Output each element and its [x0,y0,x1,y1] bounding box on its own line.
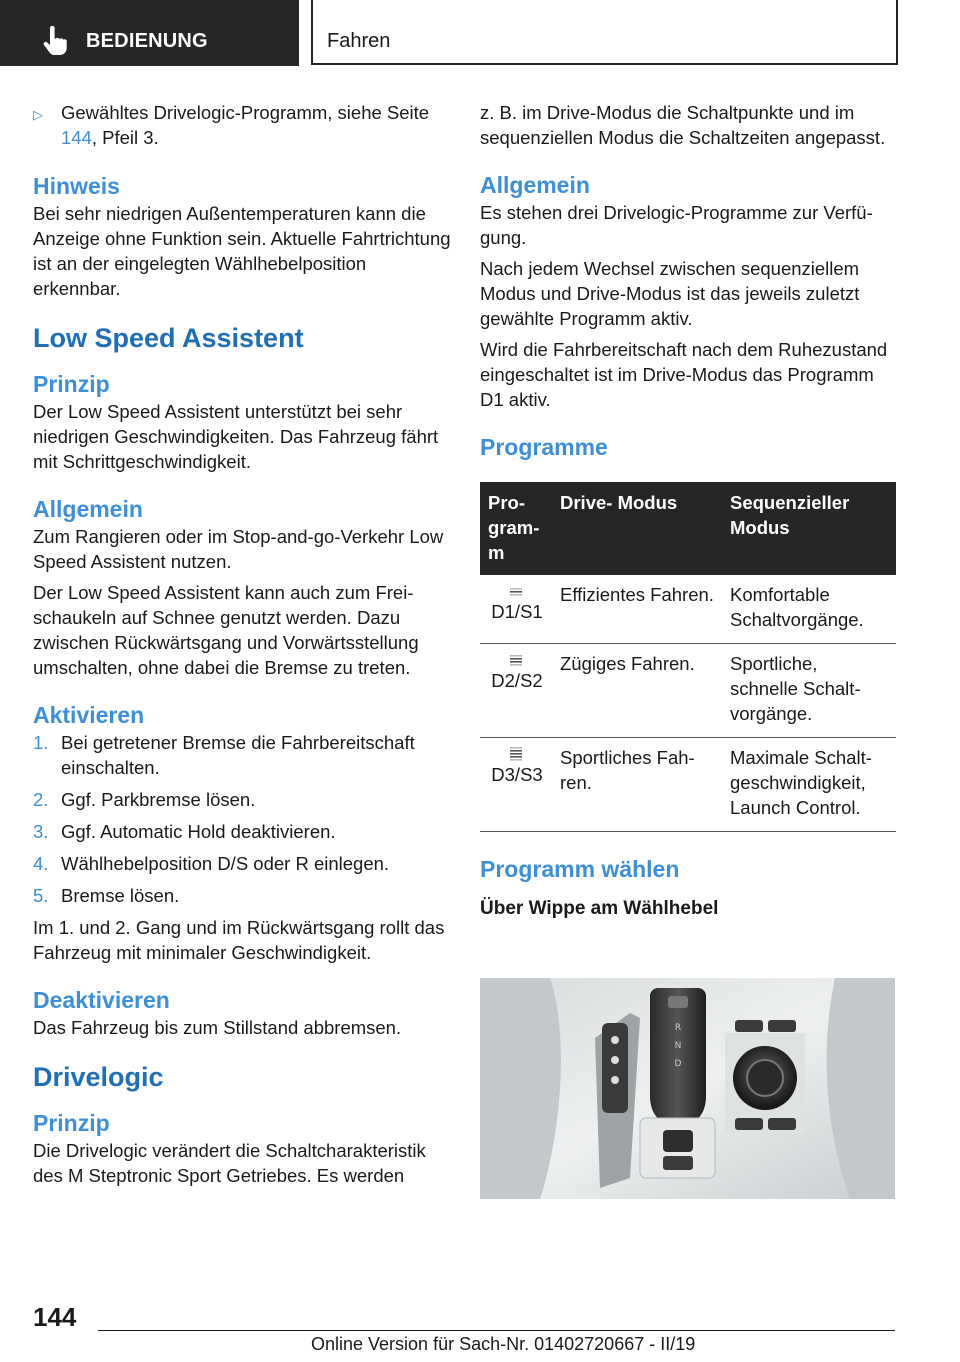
list-item: 5. Bremse lösen. [33,885,180,906]
section-title: BEDIENUNG [86,30,208,52]
hand-pointer-icon [42,26,68,56]
footer-online-version: Online Version für Sach-Nr. 01402720667 - II/19 [311,1334,696,1354]
table-row [480,644,896,738]
table-row [480,738,896,832]
bullet-item: ▷ Gewähltes Drivelogic-Programm, siehe Seite 144, Pfeil 3. [33,102,430,148]
svg-text:R: R [674,1023,682,1033]
sequential-mode-cell: Sportliche, schnelle Schaltvorgänge. [722,644,896,738]
wippe-subheading: Über Wippe am Wählhebel [480,898,719,919]
drivelogic-heading: Drivelogic [33,1062,164,1092]
drive-mode-cell: Zügiges Fahren. [552,644,722,738]
right-column [480,100,896,930]
aktivieren-heading: Aktivieren [33,702,145,728]
page-number: 144 [33,1302,77,1332]
gear-selector-console-image [480,978,895,1199]
allgemein2-text-1: Es stehen drei Drivelogic-Programme zur Verfügung. [480,202,873,248]
drivelogic-2-bar-icon [508,651,526,667]
column-header: Programm [480,482,552,575]
table-header-row [480,482,896,575]
aktivieren-after-text: Im 1. und 2. Gang und im Rückwärtsgang rollt das Fahrzeug mit minimaler Geschwindigkeit. [33,917,445,963]
list-item: 1. Bei getretener Bremse die Fahrbereitschaft einschalten. [33,732,415,778]
allgemein2-heading: Allgemein [480,172,590,198]
svg-text:D: D [674,1059,682,1069]
svg-text:N: N [674,1041,682,1051]
list-item: 2. Ggf. Parkbremse lösen. [33,789,256,810]
footer-divider [98,1330,895,1331]
programme-heading: Programme [480,434,608,460]
drivelogic-1-bar-icon [508,582,526,598]
left-column [33,100,453,1194]
allgemein2-text-2: Nach jedem Wechsel zwischen sequenziellem Modus und Drive-Modus ist das jeweils zuletzt gewählte Programm aktiv. [480,258,860,329]
continued-text: z. B. im Drive-Modus die Schaltpunkte und im sequenziellen Modus die Schaltzeiten angepasst. [480,102,886,148]
drive-mode-cell: Sportliches Fahren. [552,738,722,832]
allgemein2-text-3: Wird die Fahrbereitschaft nach dem Ruhezustand eingeschaltet ist im Drive-Modus das Programm D1 aktiv. [480,339,888,410]
chapter-tab [311,0,898,65]
prinzip2-text: Die Drivelogic verändert die Schaltcharakteristik des M Steptronic Sport Getriebes. Es werden [33,1140,426,1186]
column-header: Sequenzieller Modus [722,482,896,575]
steps-list [33,730,453,908]
deaktivieren-text: Das Fahrzeug bis zum Stillstand abbremsen. [33,1017,402,1038]
program-cell: D2/S2 [480,644,552,738]
sequential-mode-cell: Maximale Schaltgeschwindigkeit, Launch Control. [722,738,896,832]
section-tab [0,0,299,66]
page-link[interactable]: 144 [61,127,92,148]
prinzip2-heading: Prinzip [33,1110,110,1136]
lsa-heading: Low Speed Assistent [33,323,304,353]
program-cell: D1/S1 [480,575,552,644]
table-row [480,575,896,644]
drive-mode-cell: Effizientes Fahren. [552,575,722,644]
allgemein-heading: Allgemein [33,496,143,522]
prinzip-text: Der Low Speed Assistent unterstützt bei sehr niedrigen Geschwindigkeiten. Das Fahrzeug fährt mit Schrittgeschwindigkeit. [33,401,439,472]
list-item: 4. Wählhebelposition D/S oder R einlegen. [33,853,390,874]
deaktivieren-heading: Deaktivieren [33,987,170,1013]
chapter-title: Fahren [327,30,391,52]
hinweis-heading: Hinweis [33,173,120,199]
list-item: 3. Ggf. Automatic Hold deaktivieren. [33,821,336,842]
column-header: Drive- Modus [552,482,722,575]
sequential-mode-cell: Komfortable Schaltvorgänge. [722,575,896,644]
allgemein-text-2: Der Low Speed Assistent kann auch zum Freischaukeln auf Schnee genutzt werden. Dazu zwischen Rückwärtsgang und Vorwärtsstellung umschalten, ohne dabei die Bremse zu treten. [33,582,419,678]
hinweis-text: Bei sehr niedrigen Außentemperaturen kann die Anzeige ohne Funktion sein. Aktuelle Fahrtrichtung ist an der eingelegten Wählhebelposition erkennbar. [33,203,451,299]
prinzip-heading: Prinzip [33,371,110,397]
programm-waehlen-heading: Programm wählen [480,856,680,882]
programme-table [480,482,896,832]
program-cell: D3/S3 [480,738,552,832]
triangle-bullet-icon: ▷ [33,107,43,122]
drivelogic-3-bar-icon [508,745,526,761]
allgemein-text-1: Zum Rangieren oder im Stop-and-go-Verkehr Low Speed Assistent nutzen. [33,526,444,572]
